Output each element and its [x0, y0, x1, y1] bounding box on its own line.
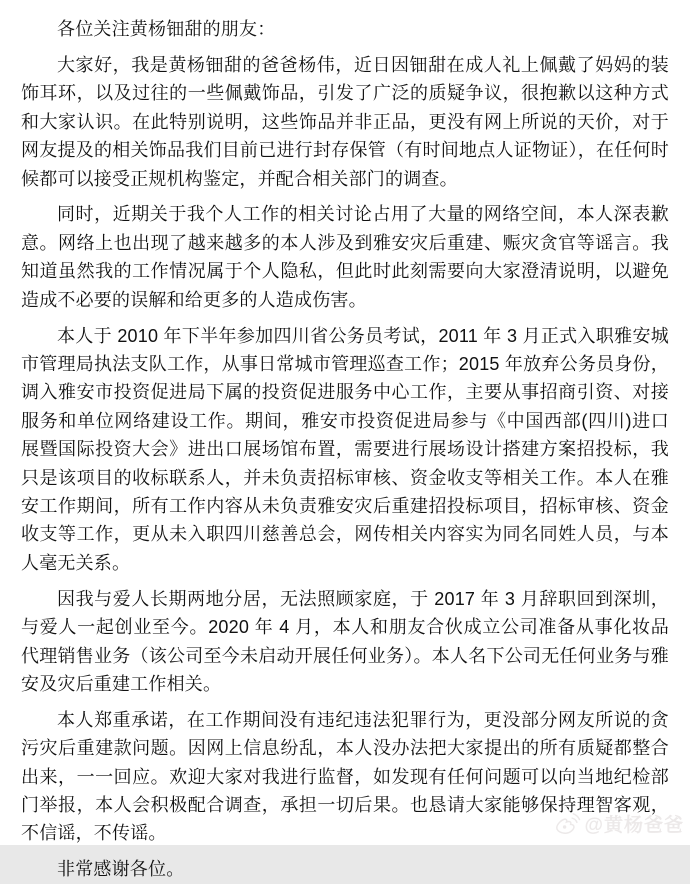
weibo-icon — [554, 812, 581, 835]
paragraph-earrings-clarification: 大家好，我是黄杨钿甜的爸爸杨伟，近日因钿甜在成人礼上佩戴了妈妈的装饰耳环，以及过往的一些佩戴饰品，引发了广泛的质疑争议，很抱歉以这种方式和大家认识。在此特别说明，这些饰品并非正品，更没有网上所说的天价，对于网友提及的相关饰品我们目前已进行封存保管（有时间地点人证物证），在任何时候都可以接受正规机构鉴定，并配合相关部门的调查。 — [21, 54, 669, 189]
paragraph-resignation-company: 因我与爱人长期两地分居，无法照顾家庭，于 2017 年 3 月辞职回到深圳，与爱人一起创业至今。2020 年 4 月，本人和朋友合伙成立公司准备从事化妆品代理销售业务（该公司至今未启动开展任何业务）。本人名下公司无任何业务与雅安及灾后重建工作相关。 — [21, 588, 669, 694]
paragraph-apology-rumors: 同时，近期关于我个人工作的相关讨论占用了大量的网络空间，本人深表歉意。网络上也出现了越来越多的本人涉及到雅安灾后重建、赈灾贪官等谣言。我知道虽然我的工作情况属于个人隐私，但此时此刻需要向大家澄清说明，以避免造成不必要的误解和给更多的人造成伤害。 — [21, 204, 669, 310]
salutation: 各位关注黄杨钿甜的朋友： — [57, 19, 276, 39]
watermark — [554, 810, 684, 837]
watermark-handle: @黄杨爸爸 — [584, 815, 684, 836]
paragraph-work-history: 本人于 2010 年下半年参加四川省公务员考试，2011 年 3 月正式入职雅安城市管理局执法支队工作，从事日常城市管理巡查工作；2015 年放弃公务员身份，调入雅安市投资促进局下属的投资促进服务中心工作，主要从事招商引资、对接服务和单位网络建设工作。期间，雅安市投资促进局参与《中国西部(四川)进口展暨国际投资大会》进出口展场馆布置，需要进行展场设计搭建方案招投标，我只是该项目的收标联系人，并未负责招标审核、资金收支等相关工作。本人在雅安工作期间，所有工作内容从未负责雅安灾后重建招投标项目，招标审核、资金收支等工作，更从未入职四川慈善总会，网传相关内容实为同名同姓人员，与本人毫无关系。 — [21, 325, 669, 573]
closing: 非常感谢各位。 — [57, 859, 185, 880]
paragraph-pledge: 本人郑重承诺，在工作期间没有违纪违法犯罪行为，更没部分网友所说的贪污灾后重建款问题。因网上信息纷乱，本人没办法把大家提出的所有质疑都整合出来，一一回应。欢迎大家对我进行监督，如发现有任何问题可以向当地纪检部门举报，本人会积极配合调查，承担一切后果。也恳请大家能够保持理智客观，不信谣，不传谣。 — [21, 709, 669, 844]
